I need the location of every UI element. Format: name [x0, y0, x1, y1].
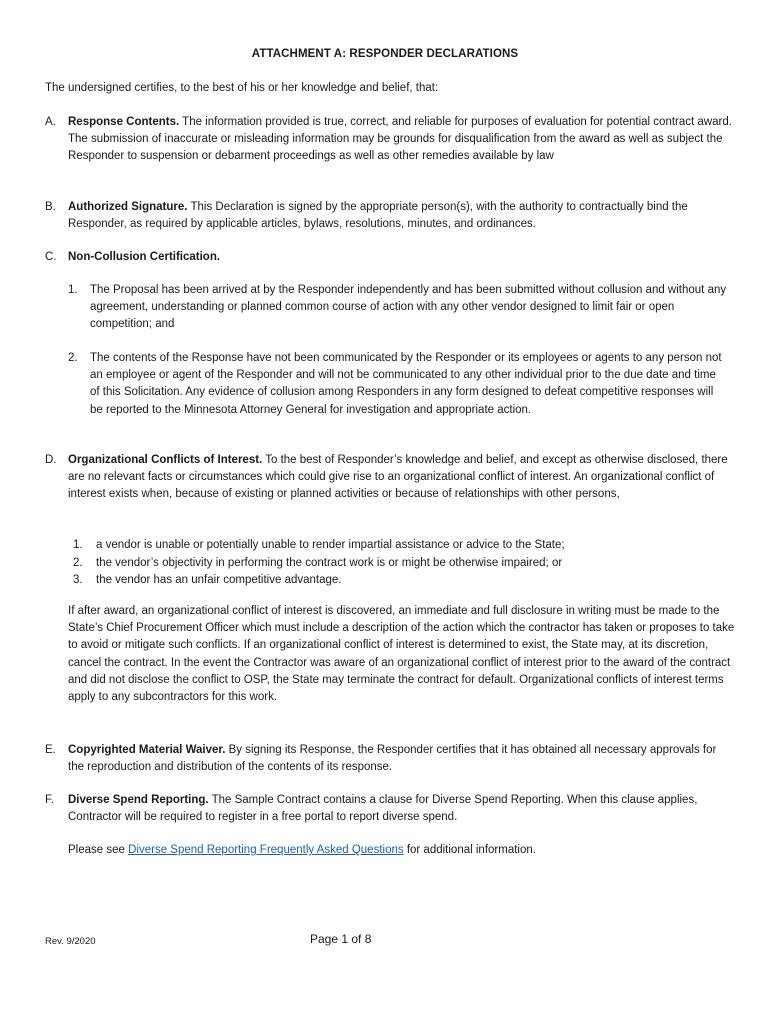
section-heading: Response Contents. — [68, 116, 180, 128]
section-heading: Diverse Spend Reporting. — [68, 794, 209, 806]
section-text: The information provided is true, correct, and reliable for purposes of evaluation for potential contract award. The submission of inaccurate or misleading information may be grounds for disqualification from the award as well as subject the Responder to suspension or debarment proceedings as well as other remedies available by law — [68, 116, 732, 163]
section-letter: F. — [45, 794, 54, 806]
list-item — [73, 555, 713, 573]
section-heading: Authorized Signature. — [68, 201, 188, 213]
diverse-spend-faq-link[interactable]: Diverse Spend Reporting Frequently Asked Questions — [128, 844, 404, 856]
list-text: The contents of the Response have not been communicated by the Responder or its employees or agents to any person not an employee or agent of the Responder and will not be communicated to any other individual prior to the due date and time of this Solicitation. Any evidence of collusion among Responders in any form designed to defeat competitive responses will be reported to the Minnesota Attorney General for investigation and appropriate action. — [90, 352, 722, 416]
see-prefix: Please see — [68, 844, 129, 856]
list-item — [73, 572, 713, 590]
faq-reference — [45, 842, 735, 859]
section-text: By signing its Response, the Responder certifies that it has obtained all necessary approvals for the reproduction and distribution of the contents of its response. — [68, 744, 717, 774]
section-letter: A. — [45, 116, 56, 128]
section-authorized-signature — [45, 199, 735, 233]
intro-statement: The undersigned certifies, to the best of his or her knowledge and belief, that: — [45, 82, 439, 94]
section-text: To the best of Responder’s knowledge and belief, and except as otherwise disclosed, there are no relevant facts or circumstances which could give rise to an organizational conflict of interest. An organizational conflict of interest exists when, because of existing or planned activities or because of relationships with other persons, — [68, 454, 728, 501]
section-text: The Sample Contract contains a clause for Diverse Spend Reporting. When this clause applies, Contractor will be required to register in a free portal to report diverse spend. — [68, 794, 698, 824]
section-heading: Non-Collusion Certification. — [68, 251, 221, 263]
page-number: Page 1 of 8 — [310, 932, 372, 946]
list-number: 2. — [73, 556, 83, 569]
section-diverse-spend — [45, 792, 735, 826]
section-text: This Declaration is signed by the appropriate person(s), with the authority to contractually bind the Responder, as required by applicable articles, bylaws, resolutions, minutes, and ordinances. — [68, 201, 688, 231]
section-letter: D. — [45, 454, 57, 466]
list-number: 2. — [68, 352, 78, 364]
conflict-list — [73, 537, 713, 590]
section-heading: Copyrighted Material Waiver. — [68, 744, 226, 756]
list-number: 1. — [73, 539, 83, 551]
list-number: 1. — [68, 284, 78, 296]
list-number: 3. — [73, 574, 83, 586]
page-title: ATTACHMENT A: RESPONDER DECLARATIONS — [251, 48, 519, 60]
section-heading: Organizational Conflicts of Interest. — [68, 454, 263, 466]
list-text: the vendor’s objectivity in performing the contract work is or might be otherwise impaired; or — [96, 556, 563, 569]
list-item — [68, 282, 728, 334]
conflict-disclosure-paragraph: If after award, an organizational conflict of interest is discovered, an immediate and full disclosure in writing must be made to the State’s Chief Procurement Officer which must include a description of the action which the contractor has taken or proposes to take to avoid or mitigate such conflicts. If an organizational conflict of interest is determined to exist, the State may, at its discretion, cancel the contract. In the event the Contractor was aware of an organizational conflict of interest prior to the award of the contract and did not disclose the conflict to OSP, the State may terminate the contract for default. Organizational conflicts of interest terms apply to any subcontractors for this work. — [68, 605, 735, 704]
see-suffix: for additional information. — [403, 844, 536, 856]
section-non-collusion — [45, 249, 735, 266]
list-text: a vendor is unable or potentially unable to render impartial assistance or advice to the State; — [96, 539, 565, 551]
revision-date: Rev. 9/2020 — [45, 936, 96, 947]
list-item — [73, 537, 713, 555]
section-letter: B. — [45, 201, 56, 213]
list-item — [68, 350, 728, 419]
section-letter: E. — [45, 744, 56, 756]
section-response-contents — [45, 114, 735, 166]
section-conflicts-of-interest — [45, 452, 735, 504]
section-copyright-waiver — [45, 742, 735, 776]
section-letter: C. — [45, 251, 57, 263]
list-text: the vendor has an unfair competitive advantage. — [96, 574, 342, 586]
list-text: The Proposal has been arrived at by the Responder independently and has been submitted without collusion and without any agreement, understanding or planned common course of action with any other vendor designed to limit fair or open competition; and — [90, 284, 727, 331]
